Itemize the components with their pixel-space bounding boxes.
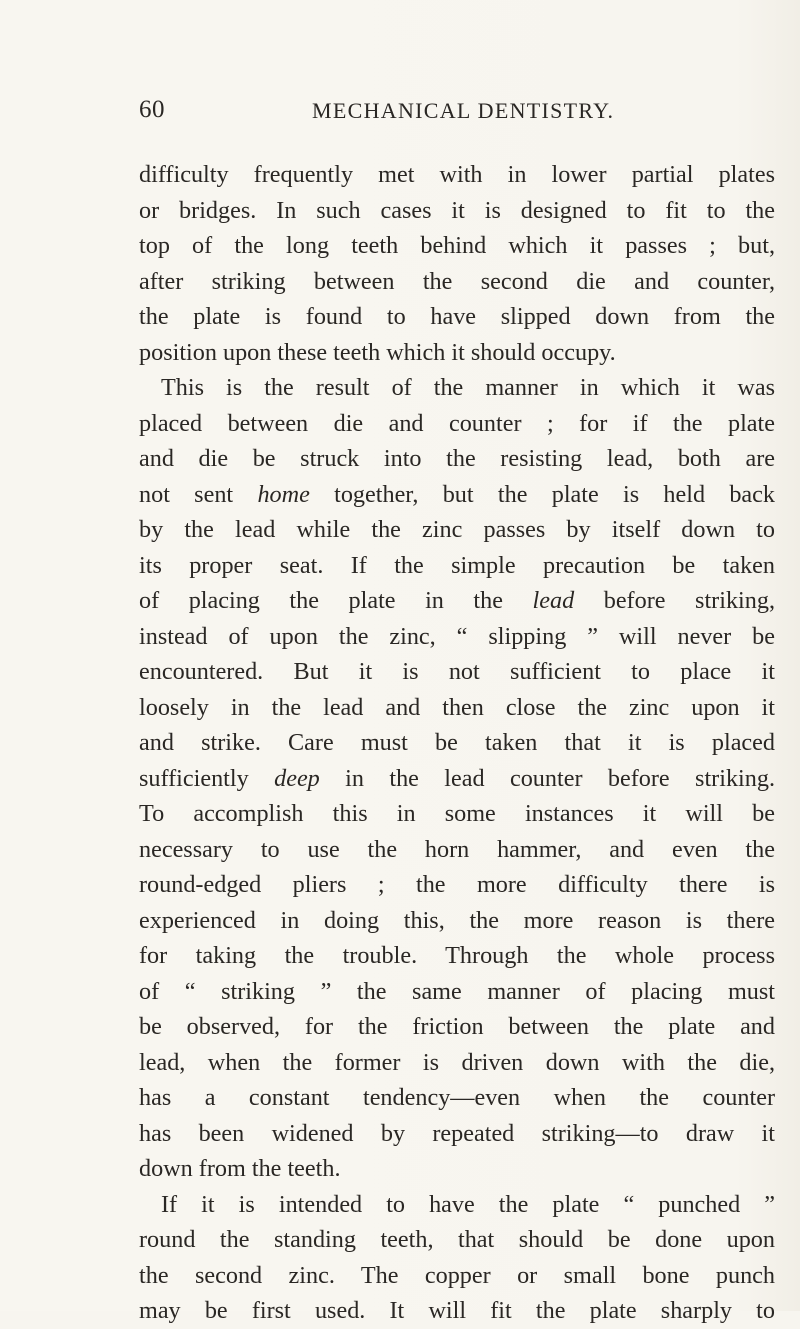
text-line: or bridges. In such cases it is designed to fit to the <box>139 196 775 224</box>
text-line: has been widened by repeated striking—to draw it <box>139 1119 775 1147</box>
text-line: experienced in doing this, the more reason is there <box>139 906 775 934</box>
text-line: round-edged pliers ; the more difficulty there is <box>139 871 775 898</box>
text-line: sufficiently deep in the lead counter before striking. <box>139 764 775 792</box>
emphasis-lead: lead <box>532 587 575 614</box>
running-head: MECHANICAL DENTISTRY. <box>312 98 615 123</box>
text-line: difficulty frequently met with in lower partial plates <box>139 161 775 188</box>
page-header <box>139 96 675 132</box>
text-line: of “ striking ” the same manner of placing must <box>139 977 775 1005</box>
text-line: If it is intended to have the plate “ punched ” <box>161 1190 775 1218</box>
text-line: necessary to use the horn hammer, and even the <box>139 835 775 863</box>
text-line: for taking the trouble. Through the whole process <box>139 942 775 969</box>
text-line: encountered. But it is not sufficient to place it <box>139 658 775 685</box>
text-line: its proper seat. If the simple precaution be taken <box>139 551 775 579</box>
text-line: lead, when the former is driven down with the die, <box>139 1048 775 1076</box>
text-line: by the lead while the zinc passes by itself down to <box>139 516 775 543</box>
text-line: down from the teeth. <box>139 1155 341 1182</box>
text-line: be observed, for the friction between the plate and <box>139 1013 775 1040</box>
text-line: and die be struck into the resisting lead, both are <box>139 445 775 472</box>
text-line: of placing the plate in the lead before striking, <box>139 587 775 614</box>
text-line: placed between die and counter ; for if the plate <box>139 409 775 437</box>
text-line: To accomplish this in some instances it will be <box>139 800 775 827</box>
text-line: round the standing teeth, that should be done upon <box>139 1226 775 1253</box>
emphasis-deep: deep <box>274 764 320 792</box>
page-number: 60 <box>139 96 165 123</box>
text-line: the second zinc. The copper or small bone punch <box>139 1261 775 1289</box>
text-line: has a constant tendency—even when the counter <box>139 1084 775 1111</box>
body-text <box>139 157 775 1329</box>
text-line: position upon these teeth which it should occupy. <box>139 338 616 366</box>
text-line: the plate is found to have slipped down from the <box>139 303 775 330</box>
text-line: may be first used. It will fit the plate sharply to <box>139 1297 775 1324</box>
text-line: after striking between the second die and counter, <box>139 267 775 295</box>
emphasis-home: home <box>257 480 310 508</box>
text-line: and strike. Care must be taken that it is placed <box>139 729 775 756</box>
text-line: instead of upon the zinc, “ slipping ” will never be <box>139 622 775 650</box>
text-line: loosely in the lead and then close the zinc upon it <box>139 693 775 721</box>
text-line: top of the long teeth behind which it passes ; but, <box>139 232 775 259</box>
text-line: This is the result of the manner in which it was <box>161 374 775 401</box>
text-line: not sent home together, but the plate is held back <box>139 480 775 508</box>
